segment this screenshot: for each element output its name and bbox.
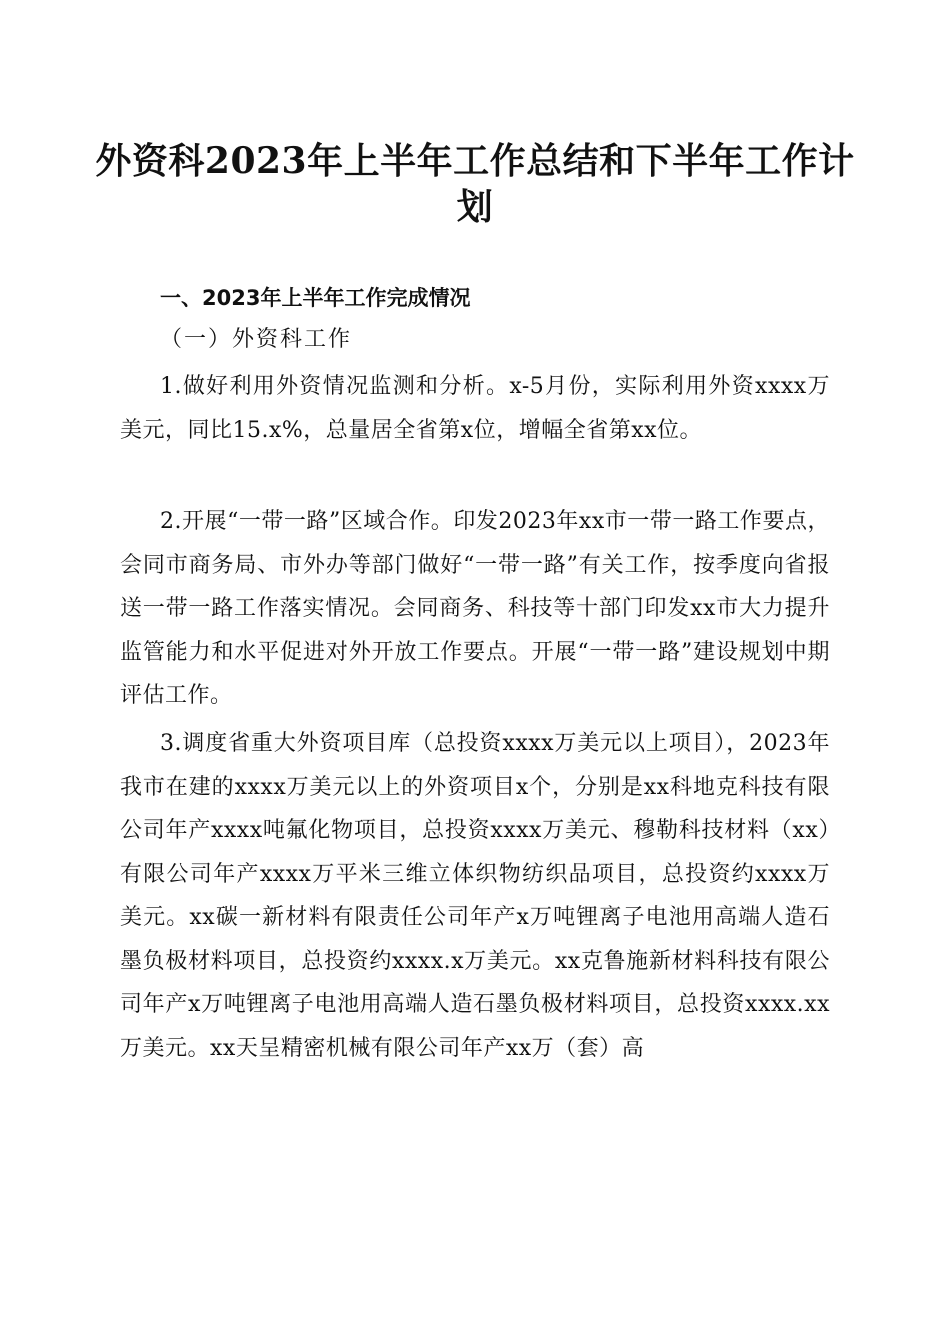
document-title: 外资科2023年上半年工作总结和下半年工作计划 — [95, 140, 855, 228]
subsection-heading: （一）外资科工作 — [160, 327, 353, 352]
paragraph: 2.开展“一带一路”区域合作。印发2023年xx市一带一路工作要点，会同市商务局、市外办等部门做好“一带一路”有关工作，按季度向省报送一带一路工作落实情况。会同商务、科技等十部门印发xx市大力提升监管能力和水平促进对外开放工作要点。开展“一带一路”建设规划中期评估工作。 — [120, 509, 830, 708]
section-heading: 一、2023年上半年工作完成情况 — [160, 286, 471, 310]
paragraph: 1.做好利用外资情况监测和分析。x-5月份，实际利用外资xxxx万美元，同比15.x%，总量居全省第x位，增幅全省第xx位。 — [120, 374, 830, 443]
paragraph: 3.调度省重大外资项目库（总投资xxxx万美元以上项目），2023年我市在建的xxxx万美元以上的外资项目x个，分别是xx科地克科技有限公司年产xxxx吨氟化物项目，总投资xxxx万美元、穆勒科技材料（xx）有限公司年产xxxx万平米三维立体织物纺织品项目，总投资约xxxx万美元。xx碳一新材料有限责任公司年产x万吨锂离子电池用高端人造石墨负极材料项目，总投资约xxxx.x万美元。xx克鲁施新材料科技有限公司年产x万吨锂离子电池用高端人造石墨负极材料项目，总投资xxxx.xx万美元。xx天呈精密机械有限公司年产xx万（套）高 — [120, 731, 830, 1061]
